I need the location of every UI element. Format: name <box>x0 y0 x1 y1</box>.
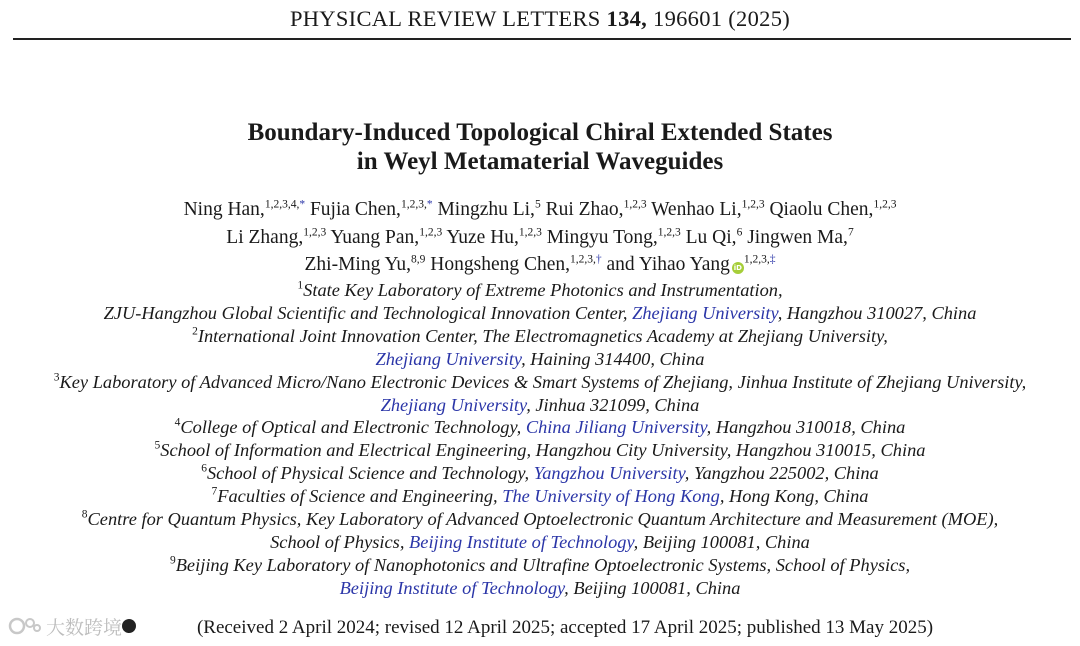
affiliation-line: Zhejiang University, Jinhua 321099, China <box>380 394 700 415</box>
affiliation-line: $^7$Faculties of Science and Engineering, The University of Hong Kong, Hong Kong, China <box>211 485 869 507</box>
orcid-icon[interactable]: iD <box>733 264 742 272</box>
watermark-logo-icon <box>8 615 42 637</box>
watermark-badge-icon <box>122 619 136 633</box>
affiliation-line: Beijing Institute of Technology, Beijing 100081, China <box>339 577 741 598</box>
watermark-text: 大数跨境 <box>46 616 123 639</box>
affiliation-line: $^2$International Joint Innovation Center, The Electromagnetics Academy at Zhejiang University, <box>192 325 888 346</box>
journal-header <box>0 6 1080 32</box>
author-line-2 <box>0 224 1080 252</box>
journal-volume: 134, <box>606 6 648 31</box>
author[interactable]: Yuang Pan,$^{1,2,3}$ <box>330 226 443 248</box>
affiliation-line: ZJU-Hangzhou Global Scientific and Technological Innovation Center, Zhejiang University, Hangzhou 310027, China <box>103 302 977 323</box>
affiliation-list <box>0 279 1080 600</box>
affiliation-line: $^8$Centre for Quantum Physics, Key Laboratory of Advanced Optoelectronic Quantum Architecture and Measurement (MOE), <box>81 508 999 530</box>
author-line-1 <box>0 196 1080 224</box>
author[interactable]: Fujia Chen,$^{1,2,3,*}$ <box>309 198 433 220</box>
affiliation-link[interactable]: Yangzhou University <box>533 463 685 484</box>
affiliation-line: $^5$School of Information and Electrical Engineering, Hangzhou City University, Hangzhou 310015, China <box>154 439 926 461</box>
affiliation-line: $^9$Beijing Key Laboratory of Nanophotonics and Ultrafine Optoelectronic Systems, School of Physics, <box>169 554 911 575</box>
affiliation-link[interactable]: Zhejiang University <box>380 394 527 415</box>
author[interactable]: Li Zhang,$^{1,2,3}$ <box>226 226 327 248</box>
header-rule <box>13 38 1071 40</box>
article-number: 196601 (2025) <box>653 6 791 31</box>
author[interactable]: Mingzhu Li,$^5$ <box>437 198 541 220</box>
affiliation-link[interactable]: Beijing Institute of Technology <box>339 577 565 598</box>
title-line-2: in Weyl Metamaterial Waveguides <box>356 148 724 175</box>
affiliation-line: $^3$Key Laboratory of Advanced Micro/Nano Electronic Devices & Smart Systems of Zhejiang, Jinhua Institute of Zhejiang University, <box>53 371 1027 392</box>
author[interactable]: Yuze Hu,$^{1,2,3}$ <box>446 226 542 248</box>
affiliation-line: $^1$State Key Laboratory of Extreme Photonics and Instrumentation, <box>297 279 783 300</box>
author[interactable]: Wenhao Li,$^{1,2,3}$ <box>651 198 765 220</box>
author[interactable]: Ning Han,$^{1,2,3,4,*}$ <box>183 198 306 220</box>
title-line-1: Boundary-Induced Topological Chiral Extended States <box>247 119 833 146</box>
affiliation-link[interactable]: Beijing Institute of Technology <box>409 531 634 552</box>
affiliation-link[interactable]: Zhejiang University <box>632 302 778 323</box>
affiliation-line: School of Physics, Beijing Institute of Technology, Beijing 100081, China <box>270 531 810 552</box>
author[interactable]: Zhi-Ming Yu,$^{8,9}$ <box>304 253 426 275</box>
affiliation-link[interactable]: China Jiliang University <box>525 417 707 438</box>
watermark <box>8 612 136 640</box>
author[interactable]: Mingyu Tong,$^{1,2,3}$ <box>546 226 681 248</box>
journal-name: PHYSICAL REVIEW LETTERS <box>289 6 601 31</box>
author[interactable]: Lu Qi,$^6$ <box>685 226 743 248</box>
affiliation-line: $^6$School of Physical Science and Technology, Yangzhou University, Yangzhou 225002, China <box>201 462 879 484</box>
author[interactable]: Hongsheng Chen,$^{1,2,3,\dagger}$ <box>430 253 602 275</box>
author[interactable]: Jingwen Ma,$^7$ <box>747 226 854 248</box>
author[interactable]: and Yihao Yang $iD^{1,2,3,\ddagger}$ <box>606 253 776 275</box>
received-dates: (Received 2 April 2024; revised 12 April 2025; accepted 17 April 2025; published 13 May 2025) <box>196 617 934 638</box>
affiliation-line: $^4$College of Optical and Electronic Technology, China Jiliang University, Hangzhou 310018, China <box>174 416 906 438</box>
paper-title <box>0 118 1080 176</box>
affiliation-line: Zhejiang University, Haining 314400, China <box>375 348 705 369</box>
author-list <box>0 196 1080 279</box>
author-line-3 <box>0 251 1080 279</box>
author[interactable]: Rui Zhao,$^{1,2,3}$ <box>545 198 647 220</box>
affiliation-link[interactable]: Zhejiang University <box>375 348 522 369</box>
author[interactable]: Qiaolu Chen,$^{1,2,3}$ <box>769 198 897 220</box>
affiliation-link[interactable]: The University of Hong Kong <box>502 486 720 507</box>
